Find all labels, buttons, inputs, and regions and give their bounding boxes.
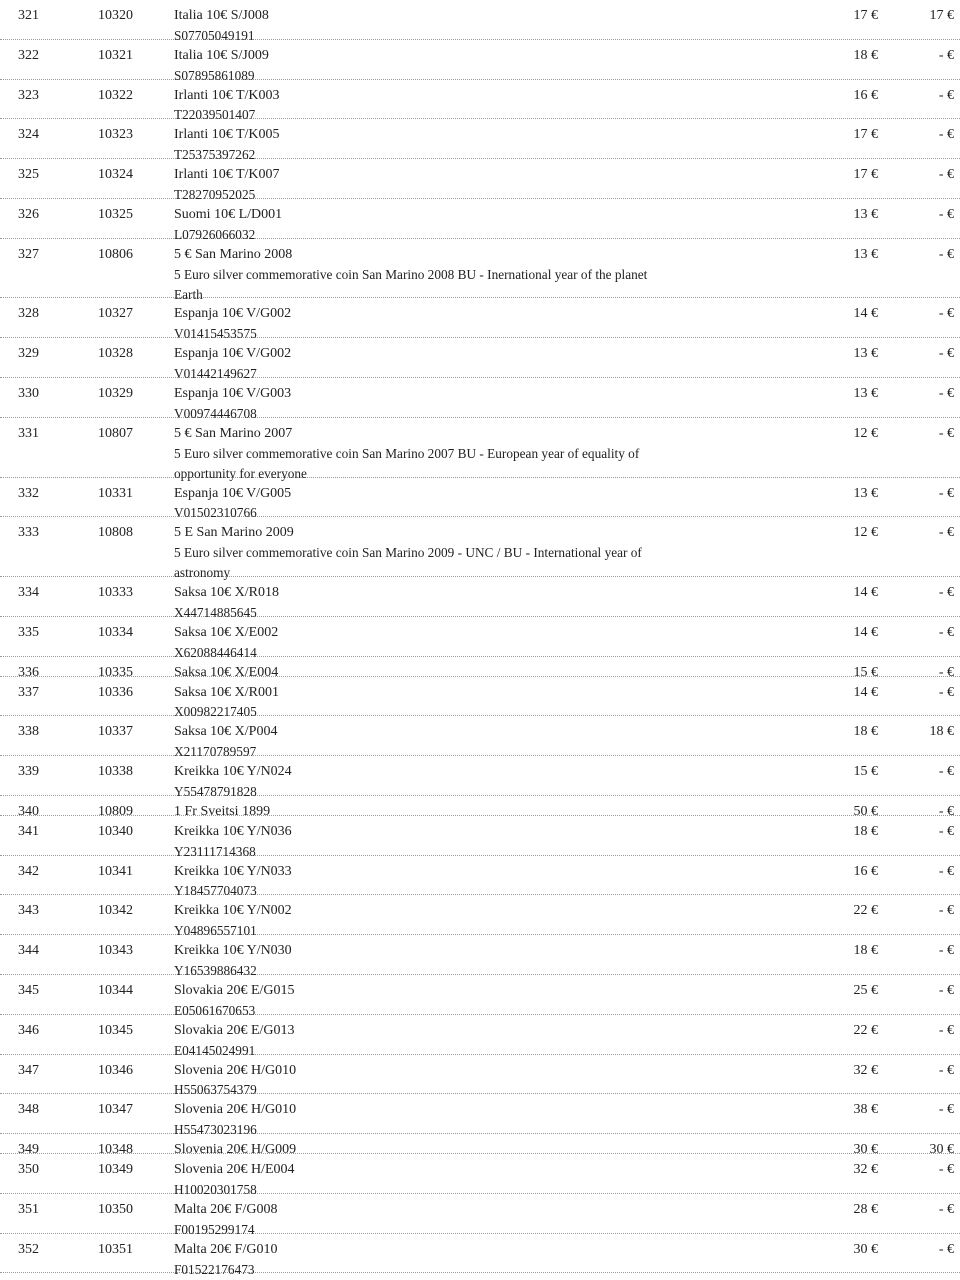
lot-number: 340	[18, 803, 39, 819]
lot-title: Italia 10€ S/J008	[174, 8, 269, 23]
lot-row	[0, 856, 960, 899]
lot-title: Kreikka 10€ Y/N030	[174, 943, 292, 959]
catalog-number: 10347	[98, 1102, 133, 1118]
catalog-number: 10345	[98, 1022, 133, 1038]
lot-description-line: V01415453575	[174, 326, 257, 342]
estimate-price: 32 €	[853, 1062, 878, 1078]
lot-number: 334	[18, 585, 39, 601]
lot-title: Irlanti 10€ T/K007	[174, 167, 280, 183]
lot-title: Slovenia 20€ H/E004	[174, 1162, 295, 1178]
lot-description-line: S07895861089	[174, 67, 255, 83]
lot-row	[0, 1055, 960, 1098]
lot-row	[0, 975, 960, 1018]
lot-number: 349	[18, 1142, 39, 1158]
result-price: - €	[938, 803, 954, 819]
estimate-price: 13 €	[853, 246, 878, 262]
result-price: - €	[938, 684, 954, 700]
lot-description-line: H55063754379	[174, 1082, 257, 1098]
lot-number: 332	[18, 485, 39, 501]
lot-row	[0, 1094, 960, 1138]
lot-title: Irlanti 10€ T/K003	[174, 87, 280, 103]
result-price: - €	[938, 664, 954, 680]
catalog-number: 10327	[98, 306, 133, 322]
catalog-number: 10331	[98, 485, 133, 501]
lot-description-line: Y16539886432	[174, 963, 257, 979]
result-price: 18 €	[929, 724, 954, 740]
lot-title: Espanja 10€ V/G003	[174, 386, 292, 402]
result-price: - €	[938, 1102, 954, 1118]
estimate-price: 13 €	[853, 485, 878, 501]
lot-number: 337	[18, 684, 39, 700]
lot-row	[0, 895, 960, 939]
lot-description-line: X62088446414	[174, 644, 257, 660]
lot-row	[0, 657, 960, 680]
catalog-number: 10341	[98, 863, 133, 879]
lot-row	[0, 159, 960, 203]
catalog-number: 10321	[98, 47, 133, 63]
lot-row	[0, 1194, 960, 1237]
lot-number: 342	[18, 863, 39, 879]
lot-number: 336	[18, 664, 39, 680]
lot-description-line: Earth	[174, 286, 203, 302]
lot-row	[0, 478, 960, 521]
result-price: - €	[938, 1062, 954, 1078]
result-price: 30 €	[929, 1142, 954, 1158]
lot-description-line: opportunity for everyone	[174, 465, 307, 481]
lot-description-line: Y23111714368	[174, 843, 256, 859]
lot-number: 329	[18, 346, 39, 362]
lot-description-line: F01522176473	[174, 1261, 255, 1277]
lot-number: 338	[18, 724, 39, 740]
result-price: - €	[938, 823, 954, 839]
lot-row	[0, 677, 960, 720]
lot-number: 343	[18, 903, 39, 919]
result-price: - €	[938, 585, 954, 601]
result-price: - €	[938, 127, 954, 143]
lot-title: Saksa 10€ X/E002	[174, 624, 279, 640]
estimate-price: 13 €	[853, 386, 878, 402]
catalog-number: 10322	[98, 87, 133, 103]
estimate-price: 30 €	[853, 1142, 878, 1158]
lot-row	[0, 0, 960, 43]
result-price: - €	[938, 764, 954, 780]
lot-number: 322	[18, 47, 39, 63]
result-price: - €	[938, 1162, 954, 1178]
lot-description-line: L07926066032	[174, 226, 256, 242]
catalog-number: 10324	[98, 167, 133, 183]
catalog-number: 10809	[98, 803, 133, 819]
lot-title: Kreikka 10€ Y/N024	[174, 764, 292, 780]
estimate-price: 28 €	[853, 1201, 878, 1217]
lot-title: Slovakia 20€ E/G015	[174, 982, 295, 998]
lot-title: Kreikka 10€ Y/N036	[174, 823, 292, 839]
lot-title: Slovenia 20€ H/G010	[174, 1102, 297, 1118]
catalog-number: 10325	[98, 206, 133, 222]
lot-row	[0, 80, 960, 123]
lot-description-line: T25375397262	[174, 147, 256, 163]
lot-number: 339	[18, 764, 39, 780]
lot-row	[0, 816, 960, 859]
result-price: - €	[938, 425, 954, 441]
lot-number: 344	[18, 943, 39, 959]
lot-number: 326	[18, 206, 39, 222]
result-price: - €	[938, 386, 954, 402]
result-price: - €	[938, 943, 954, 959]
estimate-price: 18 €	[853, 823, 878, 839]
lot-row	[0, 796, 960, 819]
result-price: - €	[938, 1241, 954, 1257]
lot-row	[0, 338, 960, 382]
lot-description-line: T22039501407	[174, 107, 256, 123]
lot-row	[0, 517, 960, 581]
lot-row	[0, 716, 960, 760]
lot-description-line: 5 Euro silver commemorative coin San Marino 2008 BU - Inernational year of the planet	[174, 266, 648, 282]
estimate-price: 14 €	[853, 624, 878, 640]
lot-number: 350	[18, 1162, 39, 1178]
estimate-price: 50 €	[853, 803, 878, 819]
lot-number: 325	[18, 167, 39, 183]
lot-title: Saksa 10€ X/R018	[174, 585, 279, 601]
lot-number: 351	[18, 1201, 39, 1217]
result-price: - €	[938, 982, 954, 998]
estimate-price: 18 €	[853, 47, 878, 63]
lot-title: 1 Fr Sveitsi 1899	[174, 803, 271, 819]
catalog-number: 10343	[98, 943, 133, 959]
lot-number: 347	[18, 1062, 39, 1078]
estimate-price: 17 €	[853, 127, 878, 143]
lot-row	[0, 1134, 960, 1158]
estimate-price: 16 €	[853, 87, 878, 103]
catalog-number: 10329	[98, 386, 133, 402]
lot-description-line: S07705049191	[174, 27, 255, 43]
lot-description-line: 5 Euro silver commemorative coin San Marino 2007 BU - European year of equality of	[174, 445, 640, 461]
lot-number: 328	[18, 306, 39, 322]
lot-title: Irlanti 10€ T/K005	[174, 127, 280, 143]
lot-number: 341	[18, 823, 39, 839]
lot-title: Kreikka 10€ Y/N033	[174, 863, 292, 879]
lot-description-line: H55473023196	[174, 1122, 257, 1138]
lot-row	[0, 1154, 960, 1197]
lot-row	[0, 756, 960, 799]
lot-description-line: X44714885645	[174, 604, 257, 620]
catalog-number: 10334	[98, 624, 133, 640]
lot-title: Slovenia 20€ H/G010	[174, 1062, 297, 1078]
lot-number: 327	[18, 246, 39, 262]
catalog-number: 10350	[98, 1201, 133, 1217]
estimate-price: 18 €	[853, 943, 878, 959]
lot-row	[0, 119, 960, 163]
lot-description-line: 5 Euro silver commemorative coin San Marino 2009 - UNC / BU - International year of	[174, 545, 642, 561]
estimate-price: 25 €	[853, 982, 878, 998]
catalog-number: 10342	[98, 903, 133, 919]
lot-title: Espanja 10€ V/G002	[174, 346, 292, 362]
lot-title: Malta 20€ F/G008	[174, 1201, 278, 1217]
lot-number: 348	[18, 1102, 39, 1118]
catalog-number: 10807	[98, 425, 133, 441]
lot-title: Saksa 10€ X/R001	[174, 684, 279, 700]
result-price: - €	[938, 1201, 954, 1217]
lot-title: Espanja 10€ V/G002	[174, 306, 292, 322]
estimate-price: 22 €	[853, 903, 878, 919]
catalog-number: 10328	[98, 346, 133, 362]
estimate-price: 12 €	[853, 525, 878, 541]
result-price: - €	[938, 246, 954, 262]
result-price: - €	[938, 525, 954, 541]
estimate-price: 17 €	[853, 167, 878, 183]
lot-title: 5 € San Marino 2007	[174, 425, 293, 441]
lot-number: 333	[18, 525, 39, 541]
lot-row	[0, 298, 960, 342]
estimate-price: 12 €	[853, 425, 878, 441]
estimate-price: 13 €	[853, 346, 878, 362]
result-price: - €	[938, 87, 954, 103]
lot-row	[0, 378, 960, 421]
lot-description-line: T28270952025	[174, 187, 256, 203]
estimate-price: 18 €	[853, 724, 878, 740]
result-price: - €	[938, 1022, 954, 1038]
catalog-number: 10340	[98, 823, 133, 839]
catalog-number: 10323	[98, 127, 133, 143]
catalog-number: 10806	[98, 246, 133, 262]
catalog-number: 10336	[98, 684, 133, 700]
catalog-number: 10351	[98, 1241, 133, 1257]
lot-description-line: H10020301758	[174, 1181, 257, 1197]
lot-description-line: F00195299174	[174, 1221, 255, 1237]
lot-description-line: V01442149627	[174, 366, 257, 382]
lot-row	[0, 935, 960, 979]
estimate-price: 16 €	[853, 863, 878, 879]
estimate-price: 14 €	[853, 585, 878, 601]
result-price: - €	[938, 306, 954, 322]
lot-number: 352	[18, 1241, 39, 1257]
estimate-price: 22 €	[853, 1022, 878, 1038]
lot-number: 330	[18, 386, 39, 402]
catalog-number: 10333	[98, 585, 133, 601]
lot-title: Saksa 10€ X/E004	[174, 664, 279, 680]
catalog-number: 10320	[98, 8, 133, 23]
lot-description-line: V01502310766	[174, 505, 257, 521]
lot-number: 324	[18, 127, 39, 143]
lot-number: 321	[18, 8, 39, 23]
lot-description-line: E05061670653	[174, 1002, 256, 1018]
catalog-number: 10808	[98, 525, 133, 541]
estimate-price: 15 €	[853, 764, 878, 780]
result-price: - €	[938, 206, 954, 222]
lot-row	[0, 617, 960, 660]
lot-title: Malta 20€ F/G010	[174, 1241, 278, 1257]
lot-number: 335	[18, 624, 39, 640]
lot-row	[0, 1015, 960, 1058]
lot-title: Slovenia 20€ H/G009	[174, 1142, 297, 1158]
lot-title: Suomi 10€ L/D001	[174, 206, 283, 222]
lot-row	[0, 1234, 960, 1277]
estimate-price: 17 €	[853, 8, 878, 23]
estimate-price: 30 €	[853, 1241, 878, 1257]
catalog-number: 10337	[98, 724, 133, 740]
lot-title: 5 € San Marino 2008	[174, 246, 293, 262]
estimate-price: 32 €	[853, 1162, 878, 1178]
catalog-number: 10348	[98, 1142, 133, 1158]
lot-row	[0, 577, 960, 620]
catalog-number: 10344	[98, 982, 133, 998]
lot-title: Slovakia 20€ E/G013	[174, 1022, 295, 1038]
lot-description-line: Y18457704073	[174, 883, 257, 899]
estimate-price: 14 €	[853, 684, 878, 700]
estimate-price: 14 €	[853, 306, 878, 322]
lot-description-line: Y04896557101	[174, 923, 257, 939]
result-price: - €	[938, 47, 954, 63]
lot-row	[0, 199, 960, 242]
lot-number: 323	[18, 87, 39, 103]
lot-row	[0, 40, 960, 83]
lot-title: Espanja 10€ V/G005	[174, 485, 292, 501]
result-price: 17 €	[929, 8, 954, 23]
lot-row	[0, 239, 960, 302]
lot-description-line: astronomy	[174, 565, 231, 581]
lot-row	[0, 418, 960, 481]
lot-description-line: Y55478791828	[174, 784, 257, 799]
lot-description-line: E04145024991	[174, 1042, 256, 1058]
estimate-price: 13 €	[853, 206, 878, 222]
lot-number: 331	[18, 425, 39, 441]
catalog-number: 10346	[98, 1062, 133, 1078]
result-price: - €	[938, 346, 954, 362]
result-price: - €	[938, 863, 954, 879]
lot-description-line: X00982217405	[174, 704, 257, 720]
result-price: - €	[938, 167, 954, 183]
lot-title: Saksa 10€ X/P004	[174, 724, 278, 740]
result-price: - €	[938, 624, 954, 640]
result-price: - €	[938, 485, 954, 501]
lot-title: Kreikka 10€ Y/N002	[174, 903, 292, 919]
estimate-price: 38 €	[853, 1102, 878, 1118]
lot-title: Italia 10€ S/J009	[174, 47, 269, 63]
catalog-number: 10335	[98, 664, 133, 680]
catalog-number: 10349	[98, 1162, 133, 1178]
catalog-number: 10338	[98, 764, 133, 780]
lot-title: 5 E San Marino 2009	[174, 525, 294, 541]
estimate-price: 15 €	[853, 664, 878, 680]
lot-number: 346	[18, 1022, 39, 1038]
lot-description-line: X21170789597	[174, 744, 257, 760]
lot-description-line: V00974446708	[174, 405, 257, 421]
result-price: - €	[938, 903, 954, 919]
lot-number: 345	[18, 982, 39, 998]
